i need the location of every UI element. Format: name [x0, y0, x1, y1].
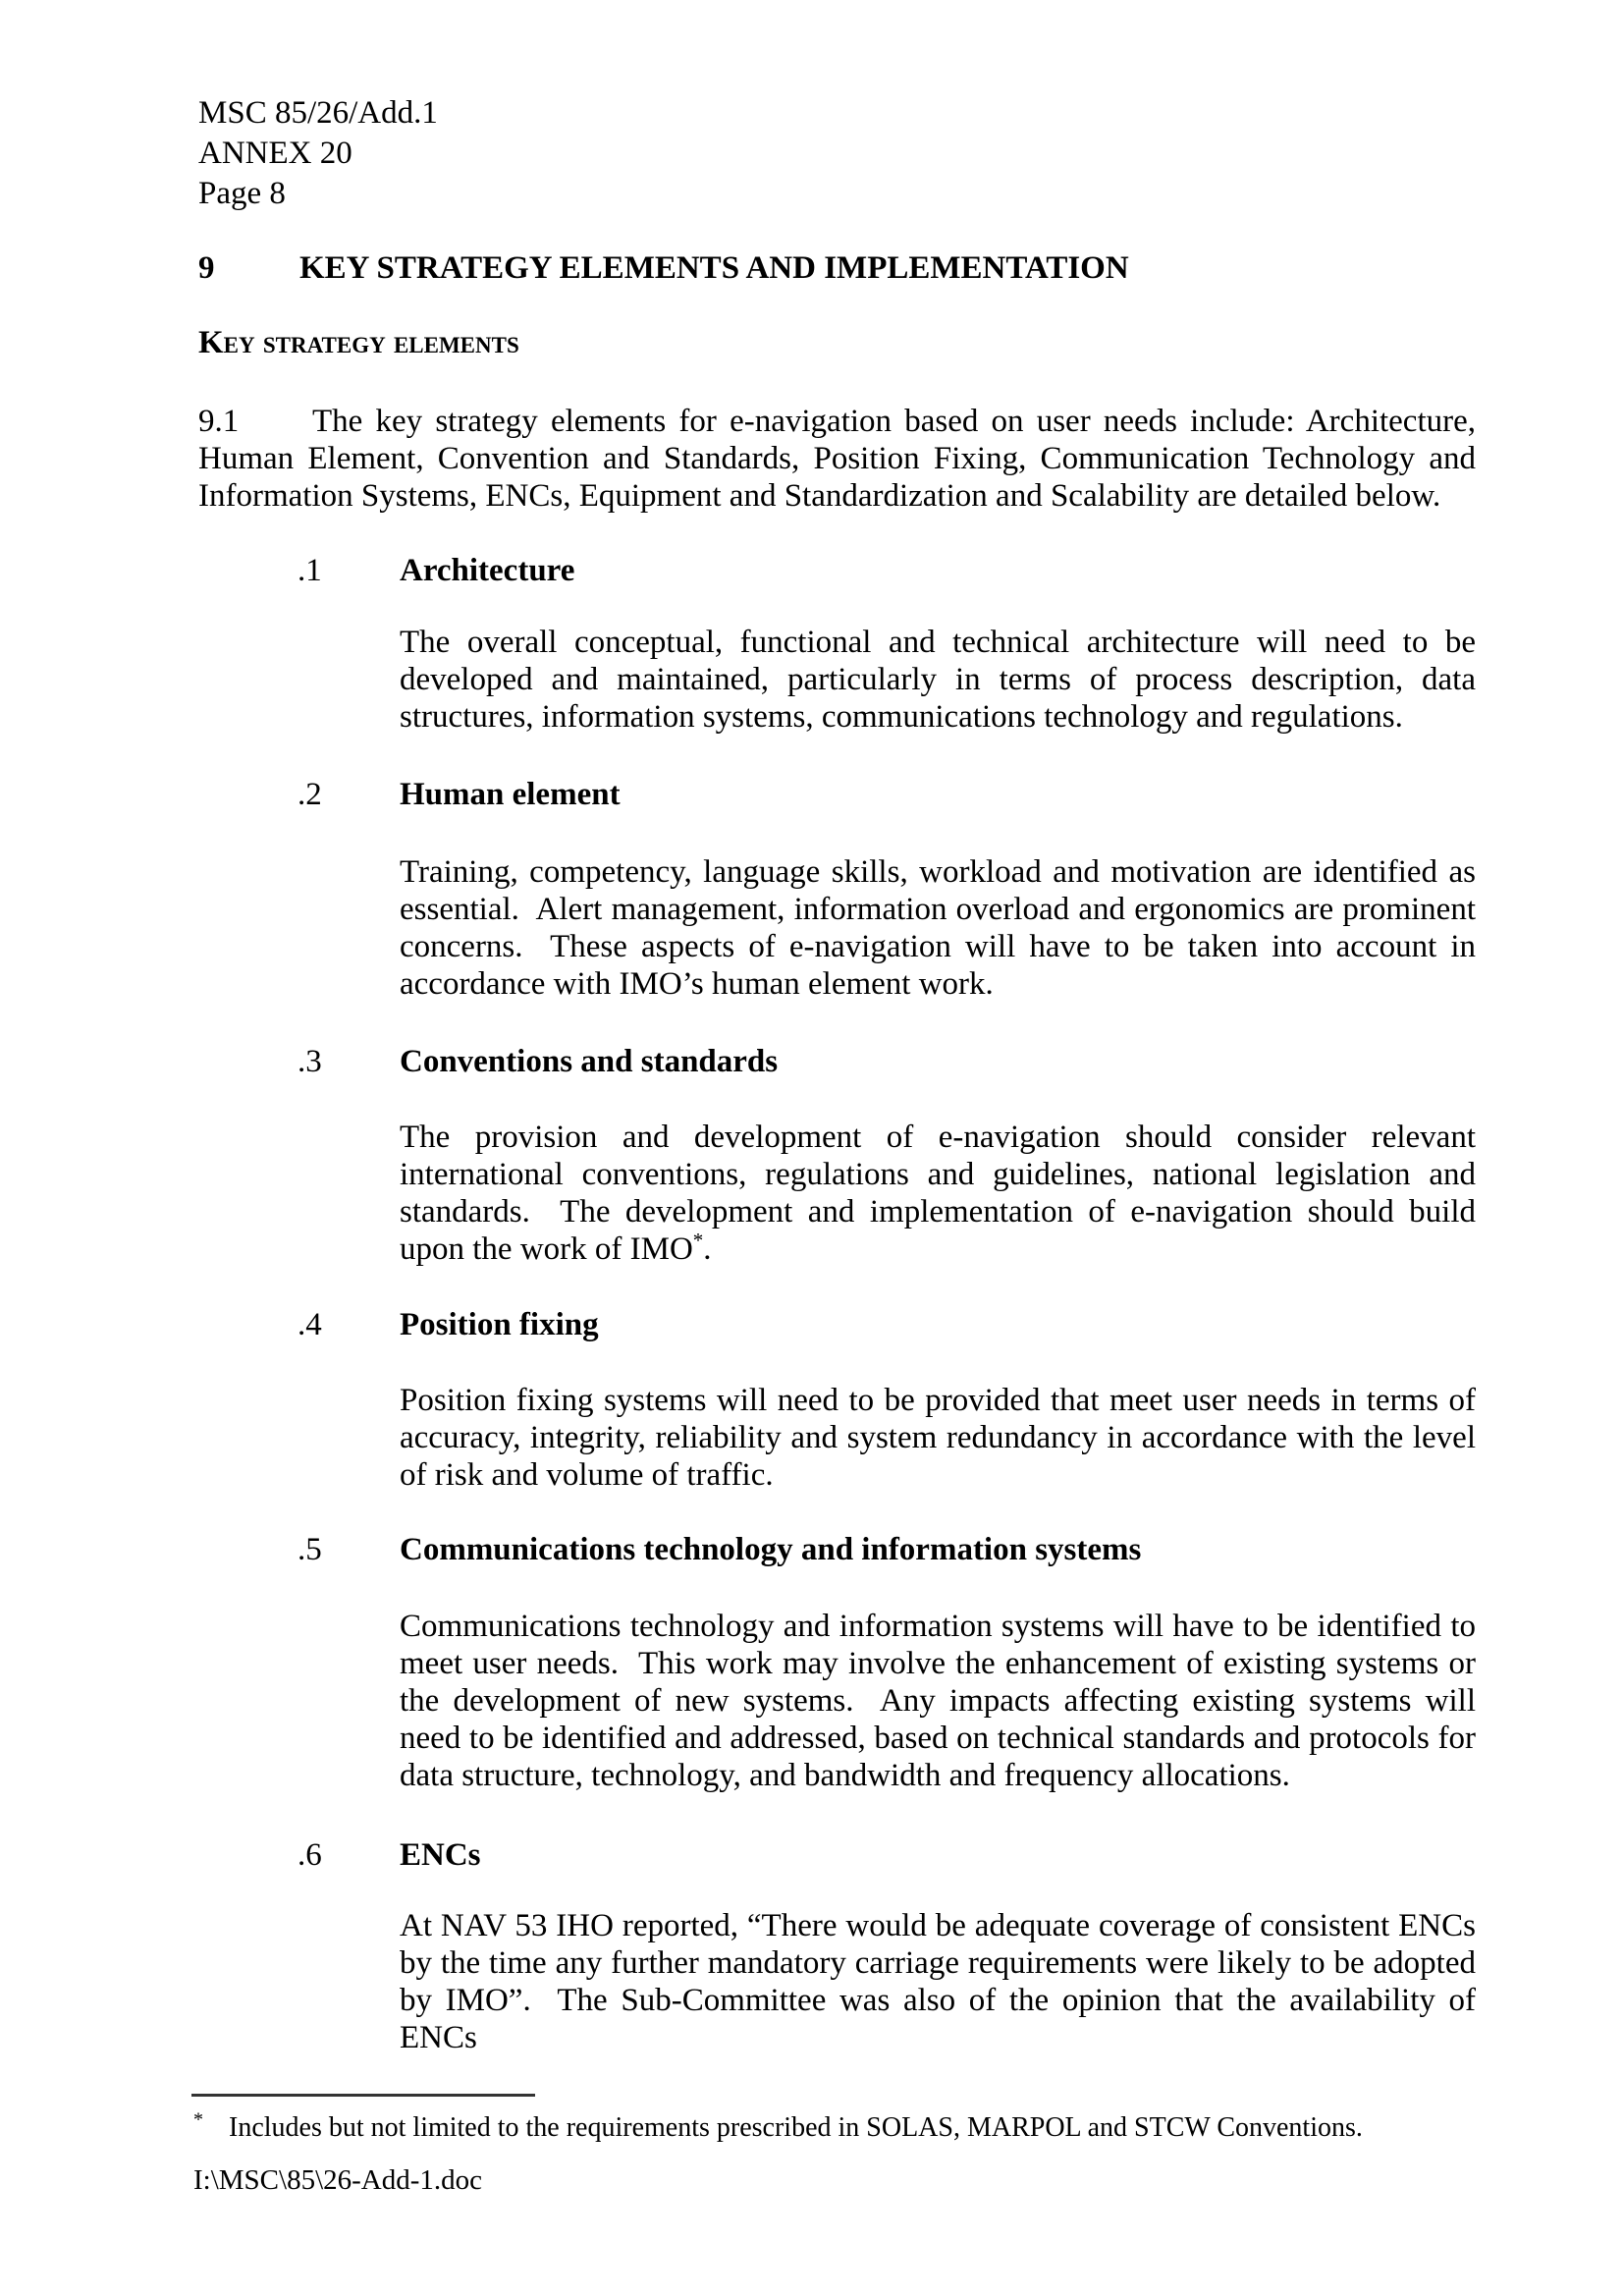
footnote-text: Includes but not limited to the requirements prescribed in SOLAS, MARPOL and STCW Conventions. [229, 2112, 1363, 2143]
section-title: Architecture [400, 553, 575, 588]
section-body-text: The overall conceptual, functional and technical architecture will need to be developed and maintained, particularly in terms of process description, data structures, information systems, communications technology and regulations. [400, 625, 1476, 735]
section-number: .5 [298, 1532, 322, 1567]
section-title: Human element [400, 777, 621, 812]
section-body-human-element [400, 853, 1476, 1003]
section-body-position-fixing [400, 1382, 1476, 1494]
section-number: .1 [298, 553, 322, 588]
section-title: Conventions and standards [400, 1044, 779, 1079]
section-body-text: Communications technology and information systems will have to be identified to meet user needs. This work may involve the enhancement of existing systems or the development of new systems. Any impacts affecting existing systems will need to be identified and addressed, based on technical standards and protocols for data structure, technology, and bandwidth and frequency allocations. [400, 1609, 1476, 1793]
section-body-encs [400, 1907, 1476, 2056]
section-title: ENCs [400, 1837, 481, 1873]
section-body-text: At NAV 53 IHO reported, “There would be adequate coverage of consistent ENCs by the time any further mandatory carriage requirements were likely to be adopted by IMO”. The Sub-Committee was also of the opinion that the availability of ENCs [400, 1908, 1476, 2055]
section-number: .2 [298, 777, 322, 812]
section-body-text-after: . [703, 1231, 712, 1267]
footnote-reference: * [692, 1229, 704, 1252]
section-body-text: Position fixing systems will need to be provided that meet user needs in terms of accuracy, integrity, reliability and system redundancy in accordance with the level of risk and volume of traffic. [400, 1383, 1476, 1493]
section-body-text: The provision and development of e-navigation should consider relevant international conventions, regulations and guidelines, national legislation and standards. The development and implementation of e-navigation should build upon the work of IMO [400, 1120, 1476, 1267]
section-heading-architecture [298, 552, 1525, 589]
paragraph-9-1 [198, 403, 1476, 515]
section-heading-communications-technology [298, 1531, 1525, 1568]
footnote-marker: * [193, 2108, 203, 2131]
footnote-separator-rule [191, 2094, 535, 2097]
page-number: Page 8 [198, 176, 286, 211]
section-body-architecture [400, 624, 1476, 736]
annex-label: ANNEX 20 [198, 136, 352, 171]
section-number: .3 [298, 1044, 322, 1079]
section-body-text: Training, competency, language skills, workload and motivation are identified as essential. Alert management, information overload and ergonomics are prominent concerns. These aspects of e-navigation will have to be taken into account in accordance with IMO’s human element work. [400, 854, 1476, 1002]
section-9-number: 9 [198, 250, 215, 286]
paragraph-9-1-text: The key strategy elements for e-navigation based on user needs include: Architecture, Human Element, Convention and Standards, Position Fixing, Communication Technology and Information Systems, ENCs, Equipment and Standardization and Scalability are detailed below. [198, 404, 1476, 514]
section-heading-encs [298, 1836, 1525, 1874]
key-strategy-elements-subheading: Key strategy elements [198, 325, 519, 360]
footnote [193, 2108, 1480, 2145]
section-number: .4 [298, 1307, 322, 1342]
section-title: Position fixing [400, 1307, 599, 1342]
section-heading-position-fixing [298, 1306, 1525, 1343]
section-title: Communications technology and information systems [400, 1532, 1142, 1567]
section-heading-conventions-standards [298, 1043, 1525, 1080]
section-heading-human-element [298, 776, 1525, 813]
section-9-heading [198, 249, 1129, 287]
paragraph-9-1-number: 9.1 [198, 404, 240, 439]
document-file-path: I:\MSC\85\26-Add-1.doc [193, 2164, 483, 2196]
section-number: .6 [298, 1837, 322, 1873]
section-9-title: KEY STRATEGY ELEMENTS AND IMPLEMENTATION [299, 250, 1129, 286]
section-body-communications-technology [400, 1608, 1476, 1794]
doc-symbol: MSC 85/26/Add.1 [198, 95, 438, 131]
section-body-conventions-standards [400, 1119, 1476, 1268]
document-header [198, 93, 438, 214]
